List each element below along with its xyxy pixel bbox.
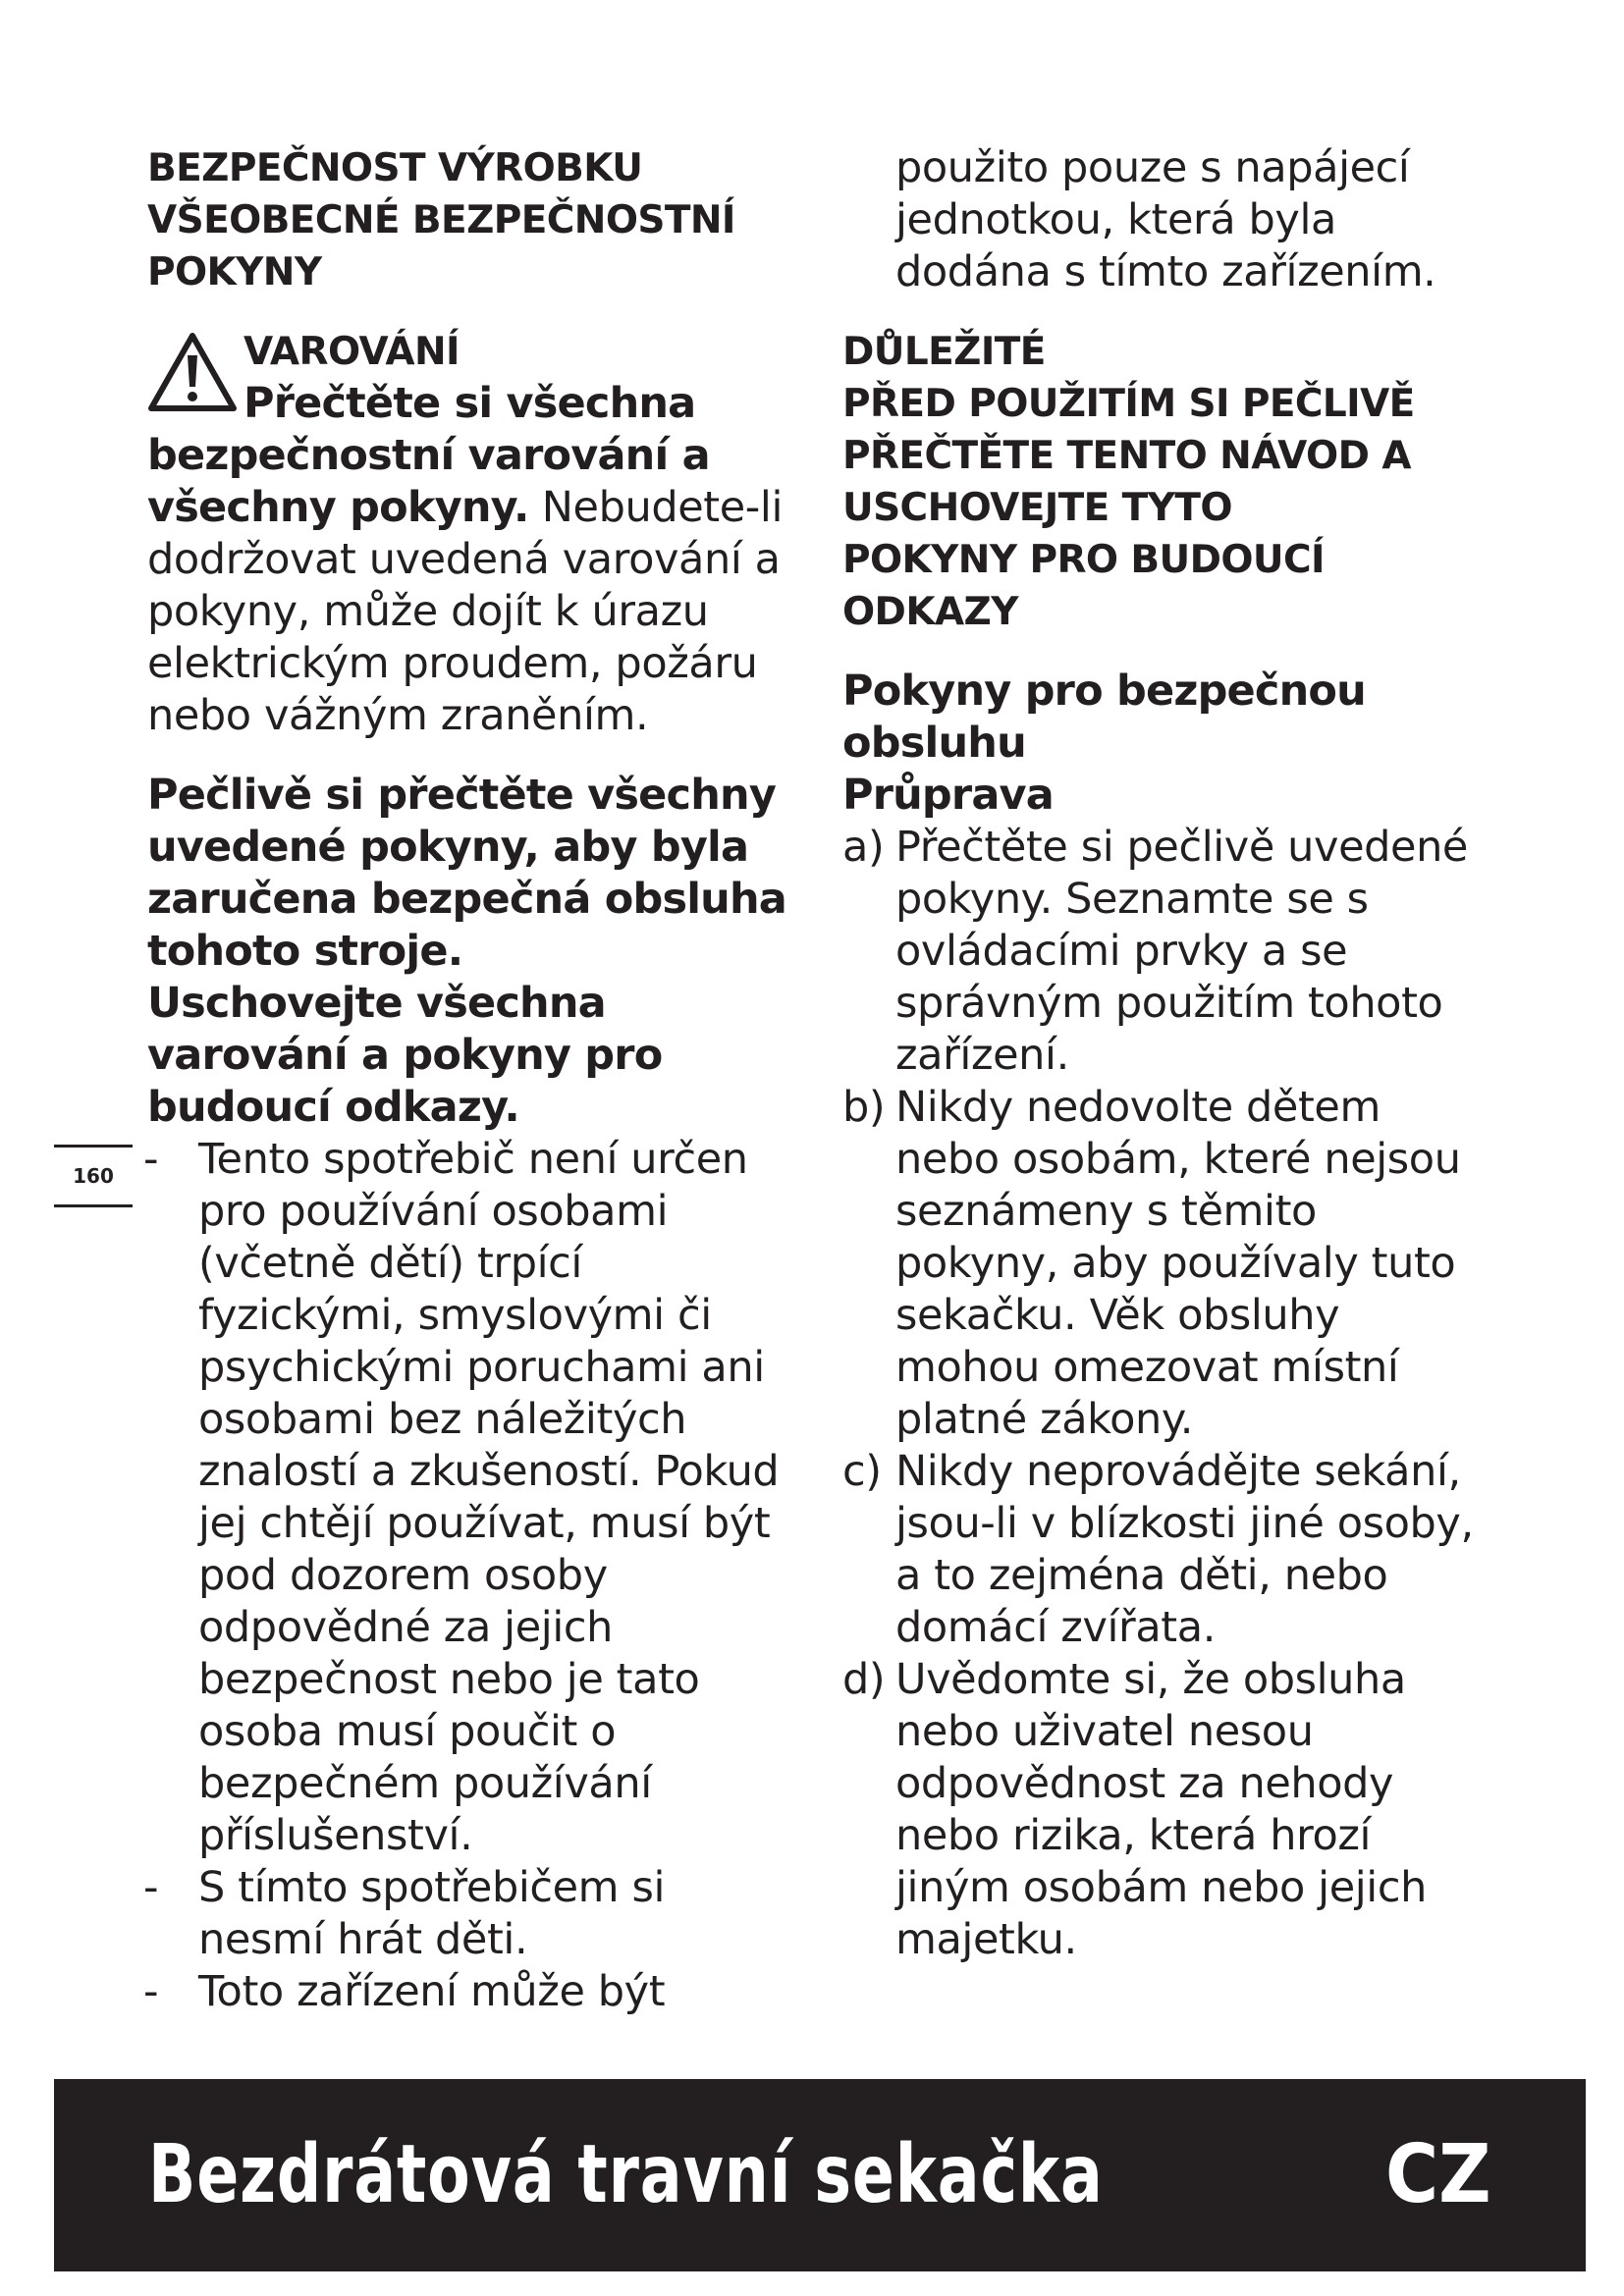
list-item bbox=[842, 1082, 1490, 1446]
list-item bbox=[842, 822, 1490, 1082]
list-marker: b) bbox=[842, 1083, 886, 1132]
list-item-text: Uvědomte si, že obsluha nebo uživatel nesou odpovědnost za nehody nebo rizika, která hrozí jiným osobám nebo jejich majetku. bbox=[895, 1655, 1427, 1964]
important-heading-line-5: POKYNY PRO BUDOUCÍ bbox=[842, 538, 1325, 582]
safety-heading-line-3: POKYNY bbox=[147, 250, 322, 294]
keep-instructions-paragraph: Uschovejte všechna varování a pokyny pro budoucí odkazy. bbox=[147, 979, 663, 1132]
safety-heading-line-1: BEZPEČNOST VÝROBKU bbox=[147, 146, 643, 190]
list-item-text: Nikdy neprovádějte sekání, jsou-li v blízkosti jiné osoby, a to zejména děti, nebo domácí zvířata. bbox=[895, 1447, 1474, 1652]
right-column bbox=[842, 142, 1490, 1966]
page-number: 160 bbox=[54, 1145, 133, 1207]
dash-list bbox=[143, 1134, 795, 2018]
list-item bbox=[143, 1134, 795, 1862]
language-code: CZ bbox=[1385, 2128, 1491, 2221]
list-marker: a) bbox=[842, 823, 885, 872]
warning-triangle-icon bbox=[147, 332, 238, 414]
list-item-text: Nikdy nedovolte dětem nebo osobám, které nejsou seznámeny s těmito pokyny, aby používaly tuto sekačku. Věk obsluhy mohou omezovat místní platné zákony. bbox=[895, 1083, 1461, 1444]
alpha-list bbox=[842, 822, 1490, 1966]
list-item-text: S tímto spotřebičem si nesmí hrát děti. bbox=[198, 1863, 665, 1964]
important-heading-line-4: USCHOVEJTE TYTO bbox=[842, 486, 1232, 530]
left-column bbox=[143, 142, 795, 2018]
list-item-text: Přečtěte si pečlivě uvedené pokyny. Seznamte se s ovládacími prvky a se správným použitím tohoto zařízení. bbox=[895, 823, 1468, 1080]
important-heading-line-2: PŘED POUŽITÍM SI PEČLIVĚ bbox=[842, 382, 1415, 426]
warning-title: VAROVÁNÍ bbox=[244, 330, 460, 374]
read-instructions-paragraph: Pečlivě si přečtěte všechny uvedené pokyny, aby byla zaručena bezpečná obsluha tohoto stroje. bbox=[147, 771, 787, 976]
dash-marker: - bbox=[143, 1967, 159, 2016]
warning-block bbox=[147, 326, 795, 742]
list-marker: c) bbox=[842, 1447, 882, 1496]
list-item bbox=[143, 1966, 795, 2018]
subsection-title: Průprava bbox=[842, 771, 1054, 820]
safety-heading-line-2: VŠEOBECNÉ BEZPEČNOSTNÍ bbox=[147, 198, 735, 242]
list-marker: d) bbox=[842, 1655, 886, 1704]
important-heading-line-1: DŮLEŽITÉ bbox=[842, 330, 1046, 374]
warning-bold-text: Přečtěte si všechna bezpečnostní varování a všechny pokyny. bbox=[147, 379, 710, 532]
warning-body-text: Nebudete-li dodržovat uvedená varování a pokyny, může dojít k úrazu elektrickým proudem, požáru nebo vážným zraněním. bbox=[147, 483, 783, 740]
warning-text bbox=[147, 378, 795, 742]
continuation-text: použito pouze s napájecí jednotkou, která byla dodána s tímto zařízením. bbox=[895, 143, 1436, 296]
list-item-text: Tento spotřebič není určen pro používání osobami (včetně dětí) trpící fyzickými, smyslovými či psychickými poruchami ani osobami bez náležitých znalostí a zkušeností. Pokud jej chtějí používat, musí být pod dozorem osoby odpovědné za jejich bezpečnost nebo je tato osoba musí poučit o bezpečném používání příslušenství. bbox=[198, 1135, 780, 1860]
dash-marker: - bbox=[143, 1135, 159, 1184]
dash-marker: - bbox=[143, 1863, 159, 1912]
footer-bar bbox=[54, 2079, 1586, 2271]
list-item bbox=[143, 1862, 795, 1966]
list-item bbox=[842, 1446, 1490, 1654]
section-title: Pokyny pro bezpečnou obsluhu bbox=[842, 667, 1366, 768]
list-item-text: Toto zařízení může být bbox=[198, 1967, 666, 2016]
important-heading-line-6: ODKAZY bbox=[842, 590, 1018, 634]
list-item bbox=[842, 1654, 1490, 1966]
product-title: Bezdrátová travní sekačka bbox=[148, 2128, 1104, 2221]
important-heading-line-3: PŘEČTĚTE TENTO NÁVOD A bbox=[842, 434, 1411, 478]
